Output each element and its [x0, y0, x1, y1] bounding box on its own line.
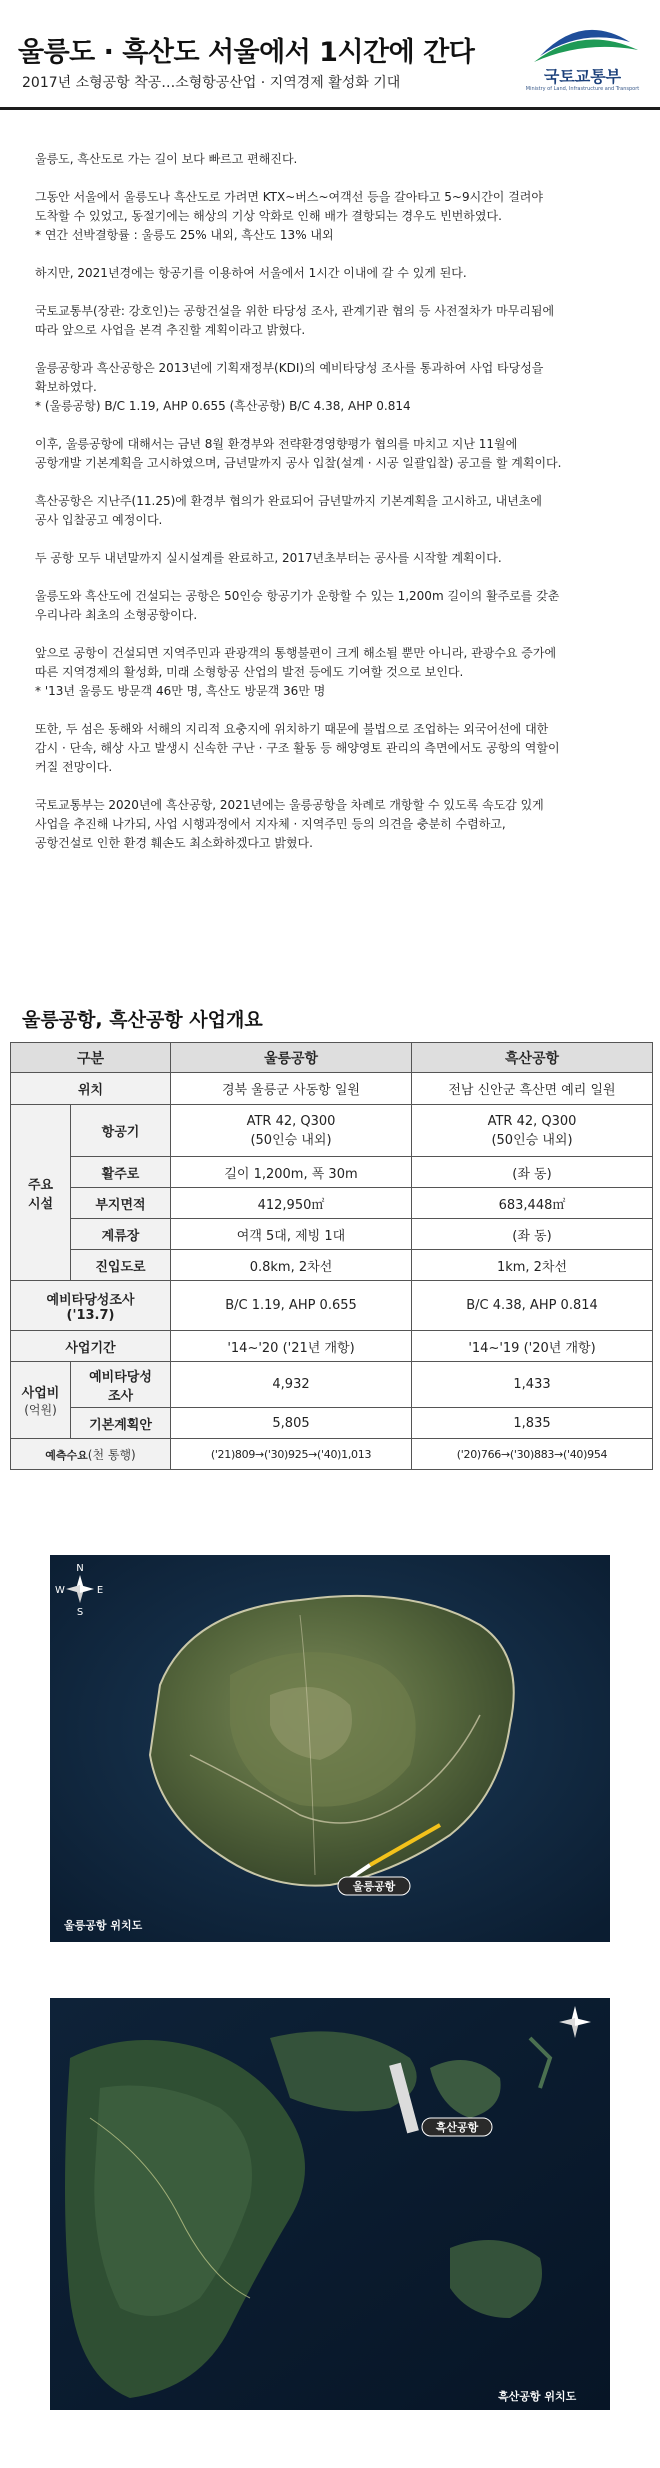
body-paragraph	[35, 587, 635, 625]
row-label-aircraft: 항공기	[71, 1105, 171, 1157]
body-text-line: 공사 입찰공고 예정이다.	[35, 513, 163, 527]
body-text-line: 울릉도와 흑산도에 건설되는 공항은 50인승 항공기가 운항할 수 있는 1,200m 길이의 활주로를 갖춘	[35, 589, 560, 603]
cell-ulleung-site-area: 412,950㎡	[171, 1188, 412, 1219]
ulleung-satellite-image	[50, 1555, 610, 1942]
body-paragraph	[35, 492, 635, 530]
row-label-runway: 활주로	[71, 1157, 171, 1188]
page-title: 울릉도 · 흑산도 서울에서 1시간에 간다	[18, 37, 475, 68]
body-text-line: 하지만, 2021년경에는 항공기를 이용하여 서울에서 1시간 이내에 갈 수 있게 된다.	[35, 266, 467, 280]
body-text-line: 두 공항 모두 내년말까지 실시설계를 완료하고, 2017년초부터는 공사를 시작할 계획이다.	[35, 551, 502, 565]
cell-ulleung-aircraft: ATR 42, Q300 (50인승 내외)	[171, 1105, 412, 1157]
body-text-line: 공항건설로 인한 환경 훼손도 최소화하겠다고 밝혔다.	[35, 836, 313, 850]
press-release-body	[35, 150, 635, 872]
row-label-budget-basic-plan: 기본계획안	[71, 1408, 171, 1439]
body-paragraph	[35, 435, 635, 473]
page-subtitle: 2017년 소형공항 착공…소형항공산업 · 지역경제 활성화 기대	[22, 75, 401, 91]
table-row	[11, 1073, 653, 1105]
body-text-line: 사업을 추진해 나가되, 사업 시행과정에서 지자체 · 지역주민 등의 의견을 충분히 수렴하고,	[35, 817, 506, 831]
ministry-logo	[520, 16, 645, 100]
table-row	[11, 1105, 653, 1157]
body-text-line: 확보하였다.	[35, 380, 97, 394]
body-text-line: 따라 앞으로 사업을 본격 추진할 계획이라고 밝혔다.	[35, 323, 306, 337]
body-paragraph	[35, 264, 635, 283]
body-text-line: 울릉도, 흑산도로 가는 길이 보다 빠르고 편해진다.	[35, 152, 298, 166]
airport-overview-table	[10, 1042, 653, 1470]
cell-ulleung-budget-feasibility: 4,932	[171, 1362, 412, 1408]
row-label-budget-feasibility: 예비타당성 조사	[71, 1362, 171, 1408]
row-label-site-area: 부지면적	[71, 1188, 171, 1219]
heuksan-satellite-image	[50, 1998, 610, 2410]
table-row	[11, 1219, 653, 1250]
cell-heuksan-demand: ('20)766→('30)883→('40)954	[412, 1439, 653, 1470]
body-paragraph	[35, 359, 635, 416]
heuksan-airport-map	[50, 1998, 610, 2410]
body-text-line: 국토교통부(장관: 강호인)는 공항건설을 위한 타당성 조사, 관계기관 협의 등 사전절차가 마무리됨에	[35, 304, 555, 318]
table-row	[11, 1362, 653, 1408]
table-header-row	[11, 1043, 653, 1073]
body-text-line: 또한, 두 섬은 동해와 서해의 지리적 요충지에 위치하기 때문에 불법으로 조업하는 외국어선에 대한	[35, 722, 549, 736]
heuksan-airport-marker: 흑산공항	[435, 2121, 479, 2134]
cell-heuksan-site-area: 683,448㎡	[412, 1188, 653, 1219]
body-text-line: 도착할 수 있었고, 동절기에는 해상의 기상 악화로 인해 배가 결항되는 경우도 빈번하였다.	[35, 209, 502, 223]
cell-heuksan-budget-feasibility: 1,433	[412, 1362, 653, 1408]
cell-heuksan-feasibility: B/C 4.38, AHP 0.814	[412, 1281, 653, 1331]
body-paragraph	[35, 150, 635, 169]
ulleung-airport-marker: 울릉공항	[352, 1880, 396, 1893]
body-paragraph	[35, 644, 635, 701]
body-text-line: * 연간 선박결항률 : 울릉도 25% 내외, 흑산도 13% 내외	[35, 228, 334, 242]
press-release-header	[0, 0, 660, 110]
logo-text: 국토교통부	[543, 67, 622, 86]
cell-ulleung-location: 경북 울릉군 사동항 일원	[171, 1073, 412, 1105]
cell-heuksan-budget-basic-plan: 1,835	[412, 1408, 653, 1439]
body-text-line: * (울릉공항) B/C 1.19, AHP 0.655 (흑산공항) B/C 4.38, AHP 0.814	[35, 399, 411, 413]
compass-east: E	[96, 1585, 104, 1596]
budget-unit: (억원)	[24, 1403, 57, 1417]
table-header-ulleung: 울릉공항	[171, 1043, 412, 1073]
row-label-demand	[11, 1439, 171, 1470]
compass-north: N	[76, 1563, 84, 1574]
row-label-access-road: 진입도로	[71, 1250, 171, 1281]
row-label-period: 사업기간	[11, 1331, 171, 1362]
ulleung-map-caption: 울릉공항 위치도	[64, 1919, 143, 1932]
body-text-line: 공항개발 기본계획을 고시하였으며, 금년말까지 공사 입찰(설계 · 시공 일괄입찰) 공고를 할 계획이다.	[35, 456, 562, 470]
body-text-line: 감시 · 단속, 해상 사고 발생시 신속한 구난 · 구조 활동 등 해양영토 관리의 측면에서도 공항의 역할이	[35, 741, 560, 755]
cell-ulleung-demand: ('21)809→('30)925→('40)1,013	[171, 1439, 412, 1470]
table-row	[11, 1281, 653, 1331]
body-text-line: 커질 전망이다.	[35, 760, 113, 774]
body-text-line: * '13년 울릉도 방문객 46만 명, 흑산도 방문객 36만 명	[35, 684, 326, 698]
table-row	[11, 1188, 653, 1219]
table-row	[11, 1439, 653, 1470]
compass-west: W	[55, 1585, 65, 1596]
cell-heuksan-apron: (좌 동)	[412, 1219, 653, 1250]
table-header-heuksan: 흑산공항	[412, 1043, 653, 1073]
cell-ulleung-runway: 길이 1,200m, 폭 30m	[171, 1157, 412, 1188]
cell-heuksan-period: '14~'19 ('20년 개항)	[412, 1331, 653, 1362]
row-label-budget	[11, 1362, 71, 1439]
body-paragraph	[35, 720, 635, 777]
body-paragraph	[35, 302, 635, 340]
body-paragraph	[35, 188, 635, 245]
logo-subtext: Ministry of Land, Infrastructure and Transport	[525, 86, 640, 92]
row-label-location: 위치	[11, 1073, 171, 1105]
demand-unit: (천 통행)	[87, 1447, 136, 1462]
demand-label: 예측수요	[45, 1448, 88, 1462]
cell-ulleung-access-road: 0.8km, 2차선	[171, 1250, 412, 1281]
body-text-line: 우리나라 최초의 소형공항이다.	[35, 608, 198, 622]
body-text-line: 그동안 서울에서 울릉도나 흑산도로 가려면 KTX~버스~여객선 등을 갈아타고 5~9시간이 걸려야	[35, 190, 543, 204]
row-label-apron: 계류장	[71, 1219, 171, 1250]
table-header-category: 구분	[11, 1043, 171, 1073]
body-text-line: 이후, 울릉공항에 대해서는 금년 8월 환경부와 전략환경영향평가 협의를 마치고 지난 11월에	[35, 437, 518, 451]
body-paragraph	[35, 549, 635, 568]
body-text-line: 울릉공항과 흑산공항은 2013년에 기획재정부(KDI)의 예비타당성 조사를 통과하여 사업 타당성을	[35, 361, 544, 375]
table-row	[11, 1157, 653, 1188]
ulleung-airport-map	[50, 1555, 610, 1942]
table-row	[11, 1408, 653, 1439]
cell-heuksan-aircraft: ATR 42, Q300 (50인승 내외)	[412, 1105, 653, 1157]
row-label-main-facilities: 주요 시설	[11, 1105, 71, 1281]
body-paragraph	[35, 796, 635, 853]
cell-heuksan-access-road: 1km, 2차선	[412, 1250, 653, 1281]
table-row	[11, 1250, 653, 1281]
cell-ulleung-budget-basic-plan: 5,805	[171, 1408, 412, 1439]
section-title: 울릉공항, 흑산공항 사업개요	[22, 1009, 263, 1031]
row-label-feasibility: 예비타당성조사 ('13.7)	[11, 1281, 171, 1331]
cell-heuksan-runway: (좌 동)	[412, 1157, 653, 1188]
budget-label: 사업비	[21, 1386, 60, 1401]
compass-south: S	[76, 1607, 84, 1618]
body-text-line: 흑산공항은 지난주(11.25)에 환경부 협의가 완료되어 금년말까지 기본계획을 고시하고, 내년초에	[35, 494, 542, 508]
cell-ulleung-period: '14~'20 ('21년 개항)	[171, 1331, 412, 1362]
body-text-line: 따른 지역경제의 활성화, 미래 소형항공 산업의 발전 등에도 기여할 것으로 보인다.	[35, 665, 464, 679]
table-row	[11, 1331, 653, 1362]
cell-heuksan-location: 전남 신안군 흑산면 예리 일원	[412, 1073, 653, 1105]
cell-ulleung-feasibility: B/C 1.19, AHP 0.655	[171, 1281, 412, 1331]
body-text-line: 앞으로 공항이 건설되면 지역주민과 관광객의 통행불편이 크게 해소될 뿐만 아니라, 관광수요 증가에	[35, 646, 557, 660]
ministry-emblem-icon	[520, 16, 645, 66]
body-text-line: 국토교통부는 2020년에 흑산공항, 2021년에는 울릉공항을 차례로 개항할 수 있도록 속도감 있게	[35, 798, 544, 812]
heuksan-map-caption: 흑산공항 위치도	[498, 2390, 577, 2403]
cell-ulleung-apron: 여객 5대, 제빙 1대	[171, 1219, 412, 1250]
